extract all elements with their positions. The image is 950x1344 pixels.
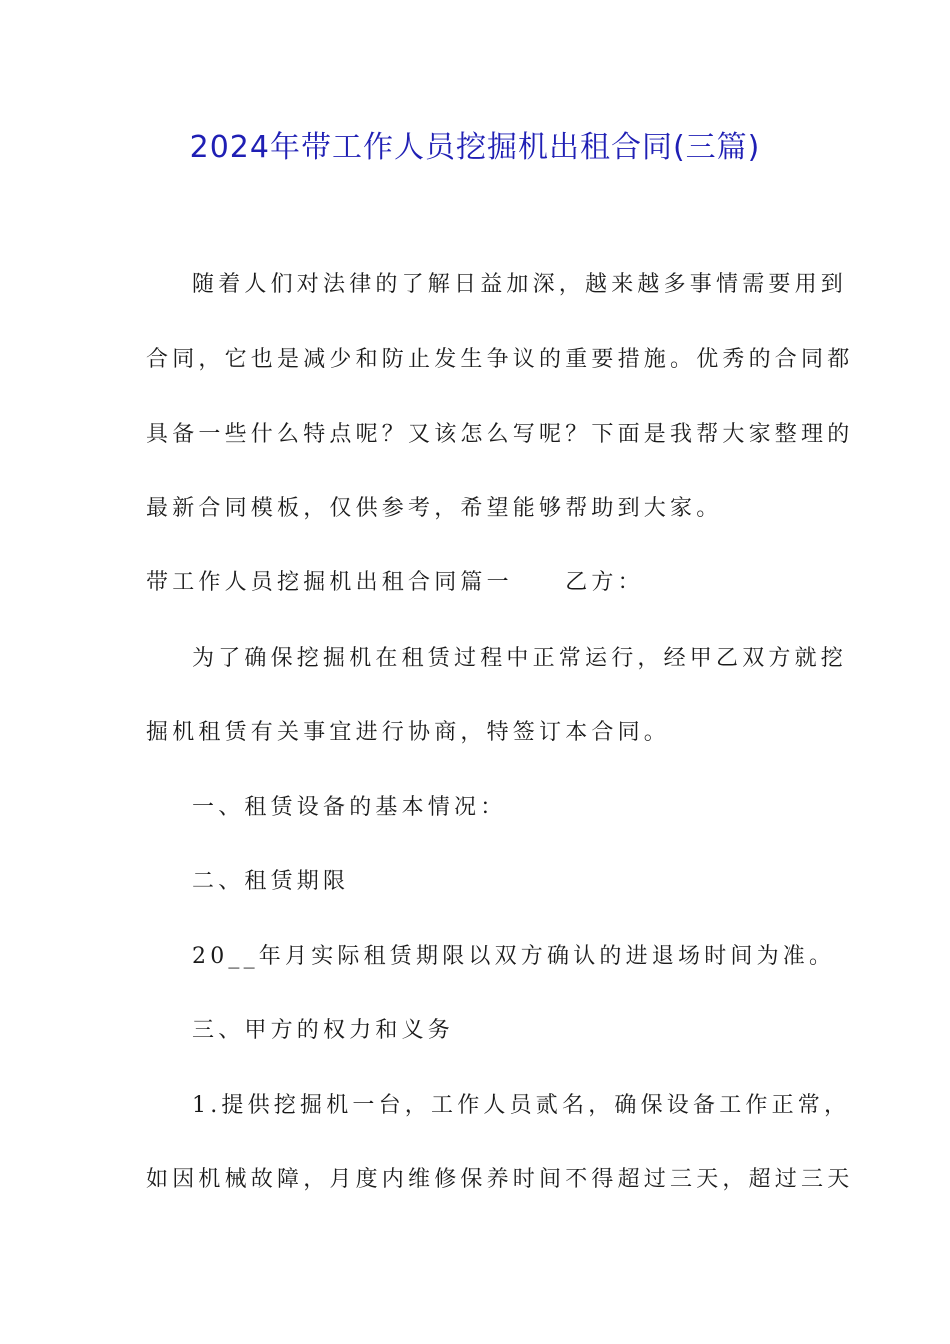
paragraph-line: 20__年月实际租赁期限以双方确认的进退场时间为准。 [192, 944, 836, 969]
section-heading-line: 带工作人员挖掘机出租合同篇一 乙方： [146, 570, 644, 595]
clause-heading: 一、租赁设备的基本情况： [192, 795, 507, 820]
paragraph-line: 如因机械故障，月度内维修保养时间不得超过三天，超过三天 [146, 1167, 854, 1192]
paragraph-line: 随着人们对法律的了解日益加深，越来越多事情需要用到 [192, 272, 848, 297]
paragraph-line: 为了确保挖掘机在租赁过程中正常运行，经甲乙双方就挖 [192, 646, 848, 671]
document-title: 2024年带工作人员挖掘机出租合同(三篇) [189, 130, 761, 165]
clause-heading: 二、租赁期限 [192, 869, 350, 894]
paragraph-line: 合同，它也是减少和防止发生争议的重要措施。优秀的合同都 [146, 347, 854, 372]
paragraph-line: 具备一些什么特点呢？又该怎么写呢？下面是我帮大家整理的 [146, 422, 854, 447]
paragraph-line: 1.提供挖掘机一台，工作人员贰名，确保设备工作正常， [192, 1093, 851, 1118]
paragraph-line: 掘机租赁有关事宜进行协商，特签订本合同。 [146, 720, 671, 745]
clause-heading: 三、甲方的权力和义务 [192, 1018, 455, 1043]
paragraph-line: 最新合同模板，仅供参考，希望能够帮助到大家。 [146, 496, 723, 521]
